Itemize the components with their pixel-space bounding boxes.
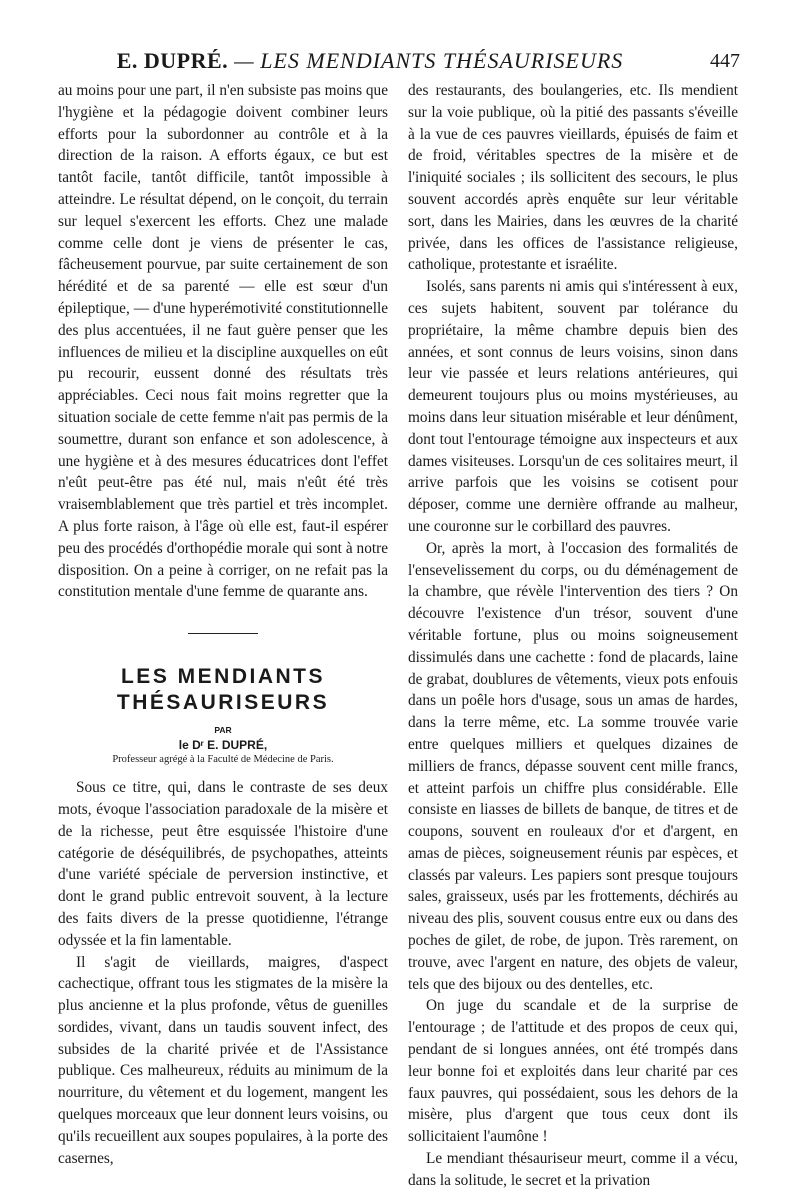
right-column (408, 80, 738, 1192)
paragraph: Or, après la mort, à l'occasion des formalités de l'ensevelissement du corps, ou du déménagement de la chambre, que révèle l'intervention des tiers ? On découvre l'existence d'un trésor, souvent d'une véritable fortune, plus ou moins soigneusement dissimulés dans une cachette : fond de placards, laine de grabat, doublures de vêtements, vieux pots enfouis dans un poêle hors d'usage, sous un amas de hardes, dans la terre même, etc. La somme trouvée varie entre quelques milliers et quelques dizaines de milliers de francs, dépasse souvent cent mille francs, et atteint parfois un chiffre plus considérable. Elle consiste en liasses de billets de banque, de titres et de coupons, souvent en rouleaux d'or et d'argent, en amas de pièces, soigneusement réunis par espèces, et classés par valeurs. Les papiers sont presque toujours sales, graisseux, usés par les frottements, déchirés au niveau des plis, souvent cousus entre eux ou dans des poches de gilet, de robe, de jupon. Très rarement, on trouve, avec l'argent en nature, des objets de valeur, tels que des bijoux ou des dentelles, etc. (408, 539, 738, 993)
author-affiliation: Professeur agrégé à la Faculté de Médecine de Paris. (112, 754, 334, 766)
paragraph: Isolés, sans parents ni amis qui s'intéressent à eux, ces sujets habitent, souvent par tolérance du propriétaire, la même chambre depuis bien des années, et sont connus de leurs voisins, sinon dans leur vie passée et leurs relations antérieures, qui demeurent toujours plus ou moins mystérieuses, au moins dans leur situation misérable et leur dénûment, dont tout l'entourage témoigne aux inspecteurs et aux dames visiteuses. Lorsqu'un de ces solitaires meurt, il arrive parfois que les voisins se cotisent pour déposer, comme une dernière offrande au malheur, une couronne sur le corbillard des pauvres. (408, 278, 738, 535)
article-title-line1: LES MENDIANTS (120, 665, 325, 689)
running-title (60, 48, 680, 74)
header-title: LES MENDIANTS THÉSAURISEURS (260, 48, 624, 73)
section-divider (188, 633, 258, 634)
paragraph: Sous ce titre, qui, dans le contraste de ses deux mots, évoque l'association paradoxale de la misère et de la richesse, peut être esquissée l'histoire d'une catégorie de déséquilibrés, de psychopathes, atteints d'une variété spéciale de perversion instinctive, et dont le grand public entrevoit souvent, à la lecture des faits divers de la presse quotidienne, l'étrange odyssée et la fin lamentable. (58, 779, 388, 949)
left-column (58, 80, 388, 1169)
paragraph: au moins pour une part, il n'en subsiste pas moins que l'hygiène et la pédagogie doivent combiner leurs efforts pour la subordonner au contrôle et à la direction de la raison. A efforts égaux, ce but est tantôt facile, tantôt difficile, tantôt impossible à atteindre. Le résultat dépend, on le conçoit, du terrain sur lequel s'exercent les efforts. Chez une malade comme celle dont je viens de présenter le cas, fâcheusement pourvue, par suite certainement de son hérédité et de sa parenté — elle est sœur d'un épileptique, — d'une hyperémotivité constitutionnelle des plus accentuées, il ne faut guère penser que les influences de milieu et la discipline auxquelles on eût pu recourir, eussent donné des résultats très appréciables. Ceci nous fait moins regretter que la situation sociale de cette femme n'ait pas permis de la soumettre, durant son enfance et son adolescence, à une hygiène et à des mesures éducatrices dont l'effet n'eût peut-être pas été nul, mais n'eût été très vraisemblablement que très partiel et très incomplet. A plus forte raison, à l'âge où elle est, faut-il espérer peu des procédés d'orthopédie morale qui sont à notre disposition. On a peine à corriger, on ne refait pas la constitution mentale d'une femme de quarante ans. (58, 82, 388, 601)
article-author: le Dʳ E. DUPRÉ, (178, 738, 268, 753)
paragraph: On juge du scandale et de la surprise de l'entourage ; de l'attitude et des propos de ceux qui, pendant de si longues années, ont été trompés dans leur bonne foi et exploités dans leur charité par ces faux pauvres, qui possédaient, sous les dehors de la misère, plus d'argent que tous ceux dont ils sollicitaient l'aumône ! (408, 997, 738, 1146)
page-number: 447 (710, 50, 740, 72)
byline-par: PAR (214, 725, 232, 736)
paragraph: Le mendiant thésauriseur meurt, comme il a vécu, dans la solitude, le secret et la privation (408, 1150, 738, 1189)
paragraph: des restaurants, des boulangeries, etc. Ils mendient sur la voie publique, où la pitié des passants s'éveille à la vue de ces pauvres vieillards, épuisés de faim et de froid, véritables spectres de la misère et de l'iniquité sociales ; ils sollicitent des secours, le plus souvent accordés après enquête sur leur véritable sort, dans les Mairies, dans les œuvres de la charité privée, dans les offices de l'assistance religieuse, catholique, protestante et israélite. (408, 82, 738, 274)
article-title (58, 664, 388, 716)
running-header (60, 48, 740, 74)
paragraph: Il s'agit de vieillards, maigres, d'aspect cachectique, offrant tous les stigmates de la misère la plus ancienne et la plus profonde, vêtus de guenilles sordides, vivant, dans un taudis souvent infect, des subsides de la charité privée et de l'Assistance publique. Ces malheureux, réduits au minimum de la nourriture, du vêtement et du logement, mangent les quelques morceaux que leur donnent leurs voisins, ou qu'ils recueillent aux soupes populaires, à la porte des casernes, (58, 953, 388, 1167)
header-author: E. DUPRÉ. (116, 48, 229, 73)
article-title-line2: THÉSAURISEURS (116, 691, 330, 715)
header-dash: — (228, 48, 261, 73)
